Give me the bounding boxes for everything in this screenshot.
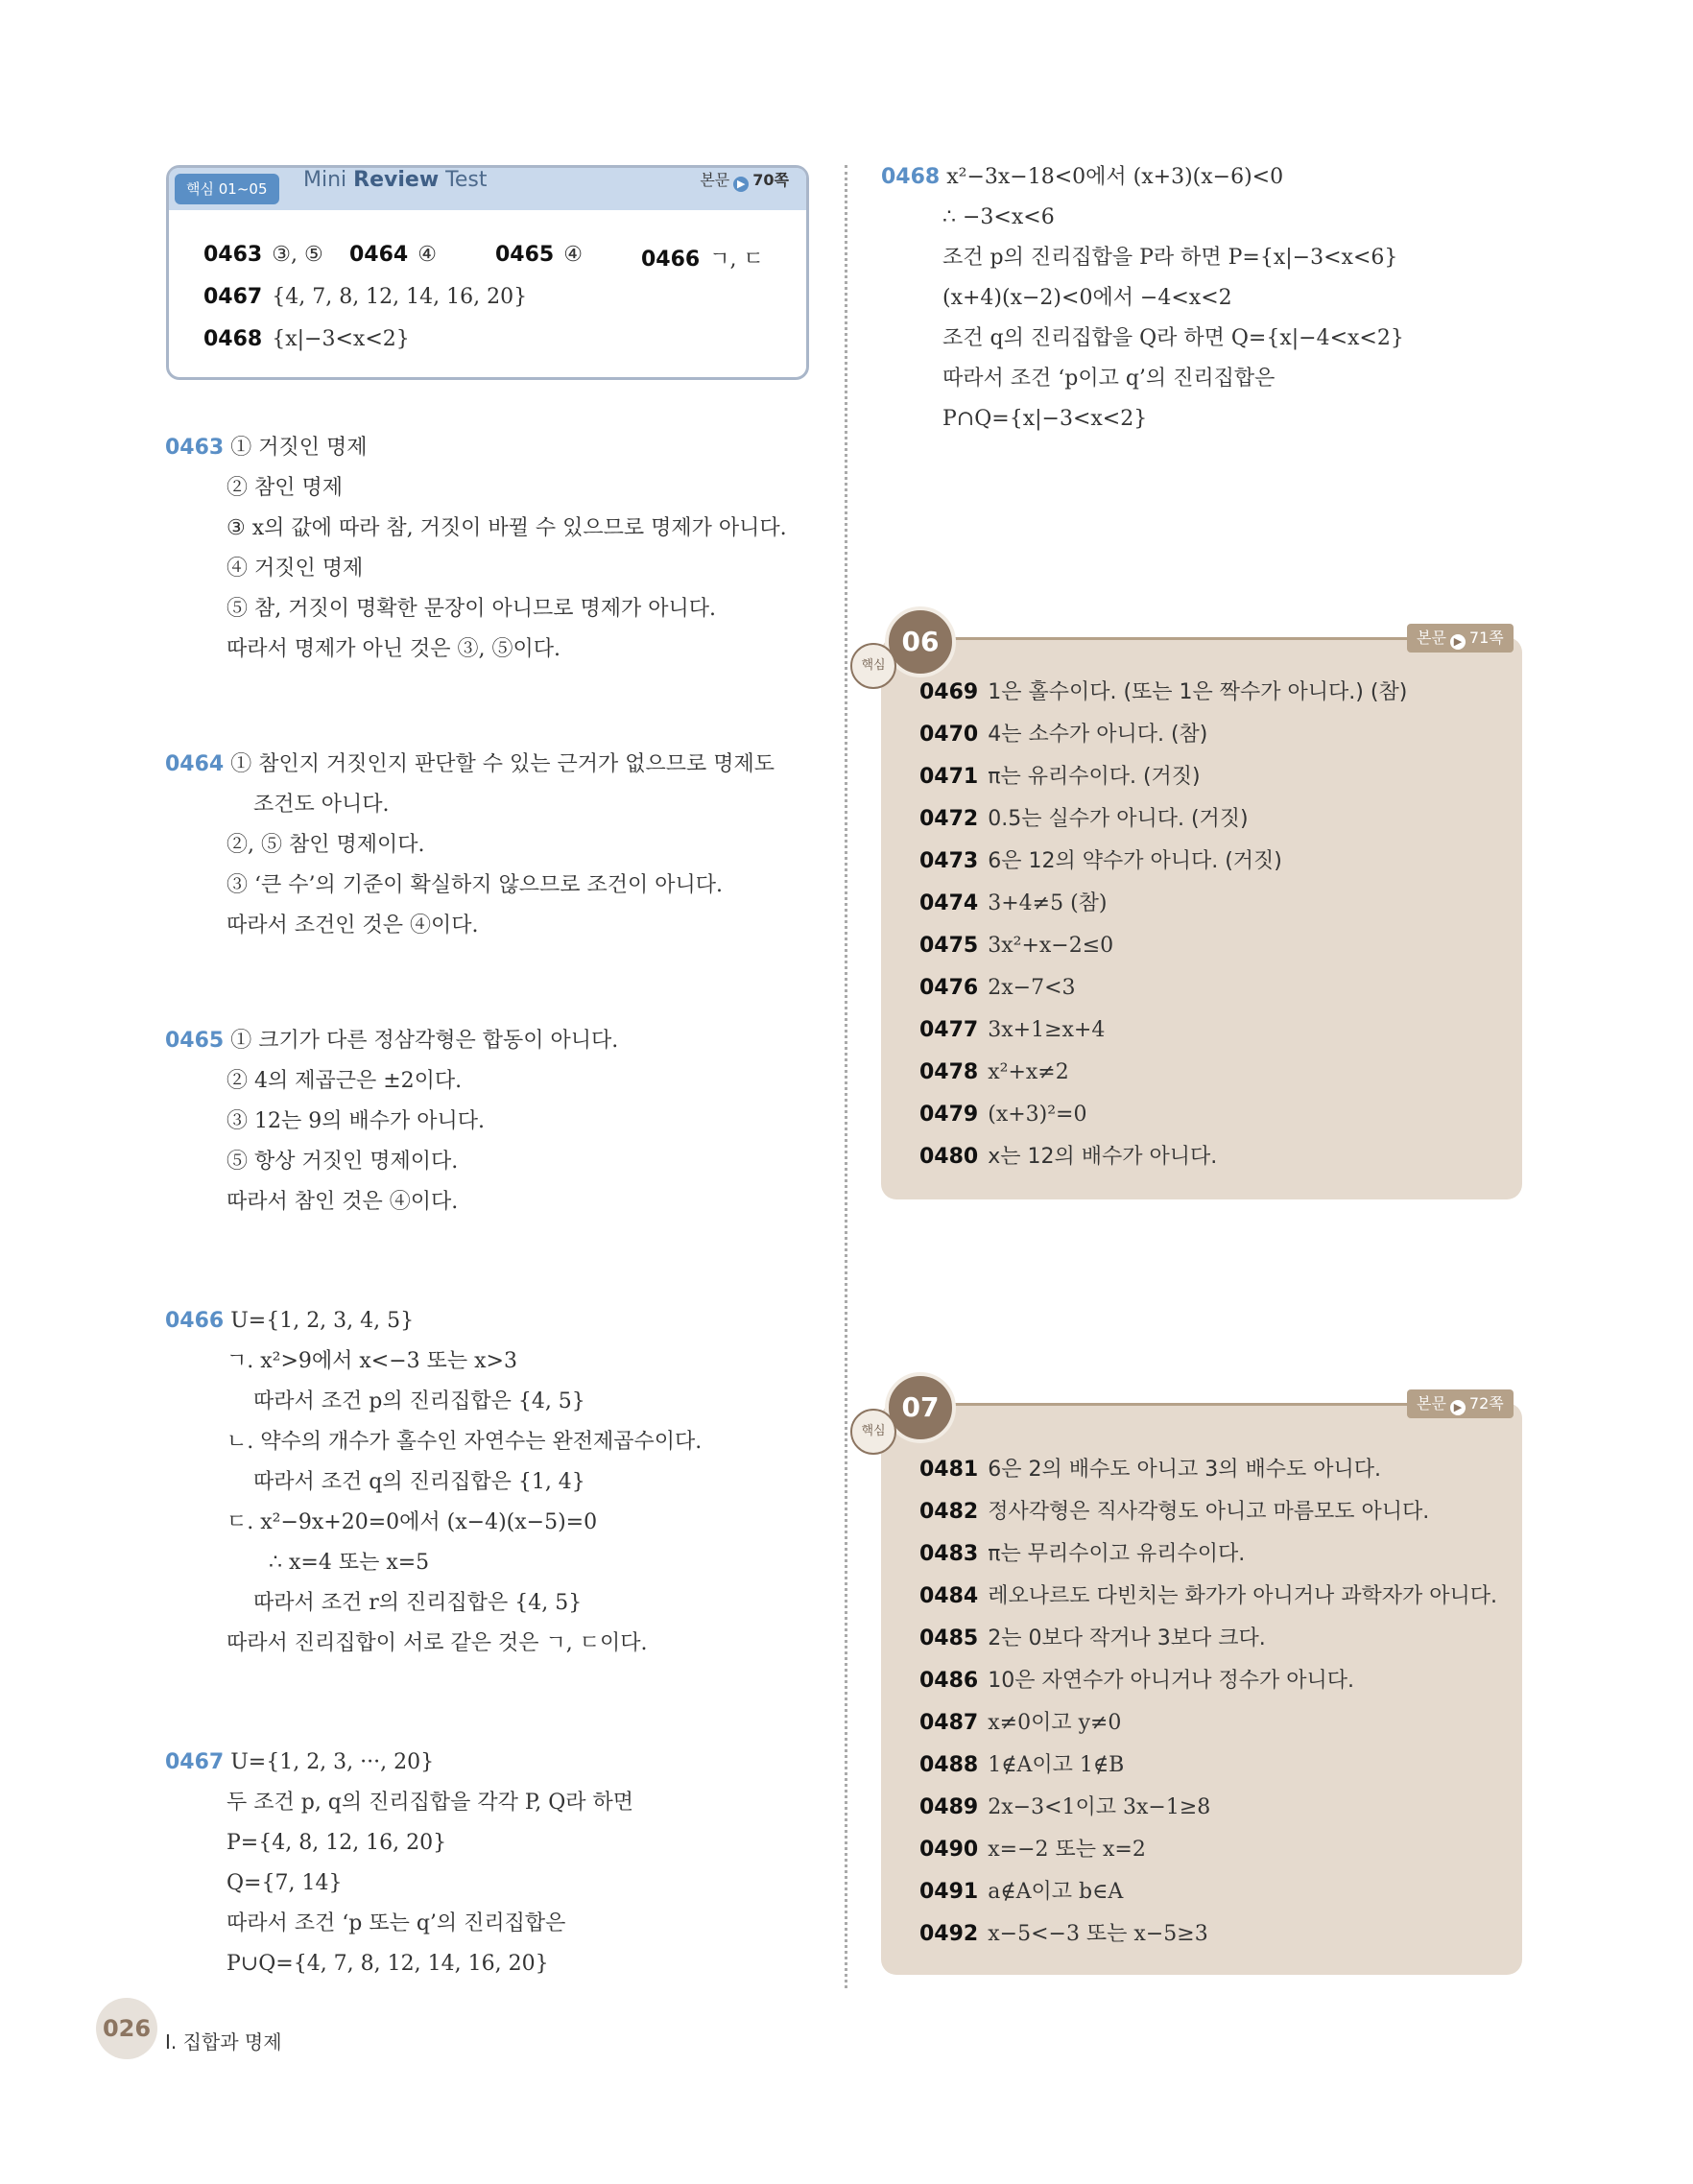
list-item: 0485 2는 0보다 작거나 3보다 크다. xyxy=(919,1626,1266,1650)
problem-0463: 0463 ① 거짓인 명제 ② 참인 명제 ③ x의 값에 따라 참, 거짓이 바뀔 수 있으므로 명제가 아니다. ④ 거짓인 명제 ⑤ 참, 거짓이 명확한 문장이 아니므로 명제가 아니다. 따라서 명제가 아닌 것은 ③, ⑤이다. xyxy=(165,436,787,661)
mini-review-box xyxy=(166,165,809,380)
list-item: 0475 3x²+x−2≤0 xyxy=(919,934,1114,958)
list-item: 0469 1은 홀수이다. (또는 1은 짝수가 아니다.) (참) xyxy=(919,680,1408,704)
list-item: 0484 레오나르도 다빈치는 화가가 아니거나 과학자가 아니다. xyxy=(919,1584,1497,1608)
mini-answer: 0465 ④ xyxy=(495,243,583,267)
problem-number: 0463 xyxy=(165,436,225,460)
list-item: 0476 2x−7<3 xyxy=(919,976,1076,1000)
problem-0466: 0466 U={1, 2, 3, 4, 5} ㄱ. x²>9에서 x<−3 또는 x>3 따라서 조건 p의 진리집합은 {4, 5} ㄴ. 약수의 개수가 홀수인 자연수는 완전제곱수이다. 따라서 조건 q의 진리집합은 {1, 4} ㄷ. x²−9x+20=0에서 (x−4)(x−5)=0 ∴ x=4 또는 x=5 따라서 조건 r의 진리집합은 {4, 5} 따라서 진리집합이 서로 같은 것은 ㄱ, ㄷ이다. xyxy=(165,1309,703,1655)
mini-answer: 0466 ㄱ, ㄷ xyxy=(641,248,764,272)
core-06-page-ref: 본문 ▶ 71쪽 xyxy=(1407,624,1514,653)
list-item: 0481 6은 2의 배수도 아니고 3의 배수도 아니다. xyxy=(919,1458,1381,1482)
list-item: 0488 1∉A이고 1∉B xyxy=(919,1753,1125,1777)
core-07-label: 핵심 xyxy=(850,1409,896,1455)
list-item: 0490 x=−2 또는 x=2 xyxy=(919,1838,1146,1862)
page-number: 026 xyxy=(96,1998,157,2059)
problem-0465: 0465 ① 크기가 다른 정삼각형은 합동이 아니다. ② 4의 제곱근은 ±2이다. ③ 12는 9의 배수가 아니다. ⑤ 항상 거짓인 명제이다. 따라서 참인 것은 ④이다. xyxy=(165,1029,619,1214)
mini-review-tag: 핵심 01~05 xyxy=(175,174,279,204)
list-item: 0470 4는 소수가 아니다. (참) xyxy=(919,723,1208,747)
column-divider xyxy=(845,165,847,1988)
list-item: 0479 (x+3)²=0 xyxy=(919,1103,1087,1127)
arrow-icon: ▶ xyxy=(1450,634,1466,650)
mini-answer: 0467 {4, 7, 8, 12, 14, 16, 20} xyxy=(203,285,528,309)
list-item: 0491 a∉A이고 b∈A xyxy=(919,1880,1124,1904)
problem-number: 0466 xyxy=(165,1309,225,1333)
problem-0467: 0467 U={1, 2, 3, ···, 20} 두 조건 p, q의 진리집합을 각각 P, Q라 하면 P={4, 8, 12, 16, 20} Q={7, 14} 따라서 조건 ‘p 또는 q’의 진리집합은 P∪Q={4, 7, 8, 12, 14, 16, 20} xyxy=(165,1750,634,1976)
list-item: 0478 x²+x≠2 xyxy=(919,1060,1069,1084)
arrow-icon: ▶ xyxy=(1450,1400,1466,1415)
core-07-list xyxy=(919,1449,1497,1956)
core-06-badge: 06 xyxy=(885,606,956,677)
list-item: 0486 10은 자연수가 아니거나 정수가 아니다. xyxy=(919,1669,1354,1693)
list-item: 0480 x는 12의 배수가 아니다. xyxy=(919,1145,1218,1169)
list-item: 0472 0.5는 실수가 아니다. (거짓) xyxy=(919,807,1249,831)
mini-review-header xyxy=(169,168,806,210)
problem-number: 0464 xyxy=(165,752,225,776)
list-item: 0477 3x+1≥x+4 xyxy=(919,1018,1106,1042)
list-item: 0492 x−5<−3 또는 x−5≥3 xyxy=(919,1922,1208,1946)
mini-answer: 0468 {x|−3<x<2} xyxy=(203,327,410,351)
list-item: 0474 3+4≠5 (참) xyxy=(919,891,1108,915)
arrow-icon: ▶ xyxy=(733,177,749,192)
core-06-list xyxy=(919,672,1407,1178)
mini-review-title: Mini Review Test xyxy=(303,168,488,192)
core-07-badge: 07 xyxy=(885,1372,956,1443)
mini-answer: 0463 ③, ⑤ xyxy=(203,243,323,267)
problem-0468: 0468 x²−3x−18<0에서 (x+3)(x−6)<0 ∴ −3<x<6 조건 p의 진리집합을 P라 하면 P={x|−3<x<6} (x+4)(x−2)<0에서 −4<x<2 조건 q의 진리집합을 Q라 하면 Q={x|−4<x<2} 따라서 조건 ‘p이고 q’의 진리집합은 P∩Q={x|−3<x<2} xyxy=(881,165,1404,431)
problem-number: 0468 xyxy=(881,165,941,189)
problem-number: 0467 xyxy=(165,1750,225,1774)
core-06-label: 핵심 xyxy=(850,643,896,689)
list-item: 0483 π는 무리수이고 유리수이다. xyxy=(919,1542,1246,1566)
mini-answer: 0464 ④ xyxy=(349,243,437,267)
list-item: 0482 정사각형은 직사각형도 아니고 마름모도 아니다. xyxy=(919,1500,1430,1524)
list-item: 0471 π는 유리수이다. (거짓) xyxy=(919,765,1201,789)
list-item: 0473 6은 12의 약수가 아니다. (거짓) xyxy=(919,849,1282,873)
section-label: I. 집합과 명제 xyxy=(165,2030,282,2053)
core-07-page-ref: 본문 ▶ 72쪽 xyxy=(1407,1389,1514,1418)
list-item: 0489 2x−3<1이고 3x−1≥8 xyxy=(919,1795,1211,1819)
list-item: 0487 x≠0이고 y≠0 xyxy=(919,1711,1122,1735)
problem-0464: 0464 ① 참인지 거짓인지 판단할 수 있는 근거가 없으므로 명제도 조건도 아니다. ②, ⑤ 참인 명제이다. ③ ‘큰 수’의 기준이 확실하지 않으므로 조건이 아니다. 따라서 조건인 것은 ④이다. xyxy=(165,752,775,938)
problem-number: 0465 xyxy=(165,1029,225,1053)
mini-review-page-ref: 본문 ▶ 70쪽 xyxy=(700,171,789,190)
